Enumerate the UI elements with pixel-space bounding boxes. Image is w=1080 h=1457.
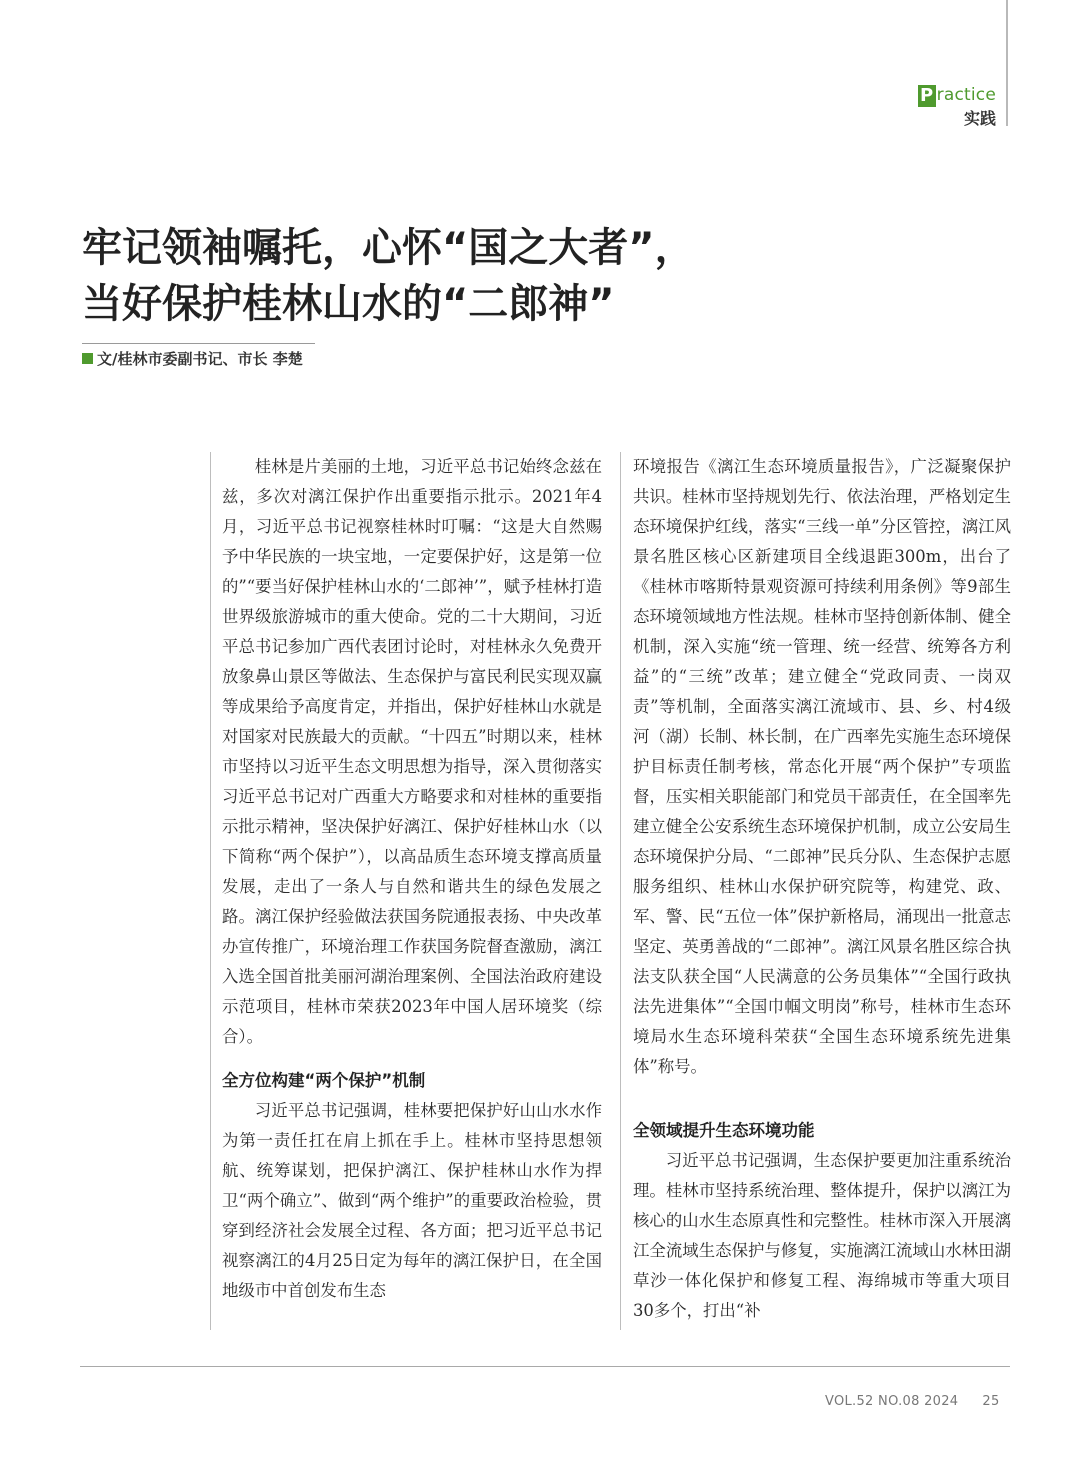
footer-rule (80, 1366, 1010, 1367)
column-divider-middle (620, 452, 621, 1330)
article-title (82, 220, 982, 332)
page-number: 25 (982, 1394, 1000, 1409)
article-column-2 (633, 452, 1011, 1326)
byline-text: 文/桂林市委副书记、市长 李楚 (97, 350, 303, 368)
title-line-2: 当好保护桂林山水的“二郎神” (82, 281, 615, 327)
section-heading-mechanism: 全方位构建“两个保护”机制 (222, 1071, 426, 1090)
article-column-1 (222, 452, 602, 1306)
section-initial-box: P (918, 85, 936, 107)
column-divider-left (210, 452, 211, 1330)
section-divider (1006, 0, 1008, 126)
section-label-en-rest: ractice (936, 85, 996, 105)
byline-rule (82, 343, 315, 344)
issue-info: VOL.52 NO.08 2024 (825, 1394, 959, 1409)
section-heading-function: 全领域提升生态环境功能 (633, 1121, 815, 1140)
column2-paragraph-1: 环境报告《漓江生态环境质量报告》，广泛凝聚保护共识。桂林市坚持规划先行、依法治理，严格划定生态环境保护红线，落实“三线一单”分区管控，漓江风景名胜区核心区新建项目全线退距300m，出台了《桂林市喀斯特景观资源可持续利用条例》等9部生态环境领域地方性法规。桂林市坚持创新体制、健全机制，深入实施“统一管理、统一经营、统筹各方利益”的“三统”改革；建立健全“党政同责、一岗双责”等机制，全面落实漓江流域市、县、乡、村4级河（湖）长制、林长制，在广西率先实施生态环境保护目标责任制考核，常态化开展“两个保护”专项监督，压实相关职能部门和党员干部责任，在全国率先建立健全公安系统生态环境保护机制，成立公安局生态环境保护分局、“二郎神”民兵分队、生态保护志愿服务组织、桂林山水保护研究院等，构建党、政、军、警、民“五位一体”保护新格局，涌现出一批意志坚定、英勇善战的“二郎神”。漓江风景名胜区综合执法支队获全国“人民满意的公务员集体”“全国行政执法先进集体”“全国巾帼文明岗”称号，桂林市生态环境局水生态环境科荣获“全国生态环境系统先进集体”称号。 (633, 457, 1011, 1076)
byline (82, 348, 303, 369)
column1-paragraph-2: 习近平总书记强调，桂林要把保护好山山水水作为第一责任扛在肩上抓在手上。桂林市坚持思想领航、统筹谋划，把保护漓江、保护桂林山水作为捍卫“两个确立”、做到“两个维护”的重要政治检验，贯穿到经济社会发展全过程、各方面；把习近平总书记视察漓江的4月25日定为每年的漓江保护日，在全国地级市中首创发布生态 (222, 1101, 602, 1300)
footer (825, 1394, 1000, 1409)
section-label-zh: 实践 (963, 109, 996, 128)
title-line-1: 牢记领袖嘱托，心怀“国之大者”， (82, 225, 695, 271)
column2-paragraph-2: 习近平总书记强调，生态保护要更加注重系统治理。桂林市坚持系统治理、整体提升，保护以漓江为核心的山水生态原真性和完整性。桂林市深入开展漓江全流域生态保护与修复，实施漓江流域山水林田湖草沙一体化保护和修复工程、海绵城市等重大项目30多个，打出“补 (633, 1151, 1011, 1320)
section-label-en (918, 83, 996, 107)
byline-marker-icon (82, 353, 93, 364)
column1-paragraph-1: 桂林是片美丽的土地，习近平总书记始终念兹在兹，多次对漓江保护作出重要指示批示。2021年4月，习近平总书记视察桂林时叮嘱：“这是大自然赐予中华民族的一块宝地，一定要保护好，这是第一位的”“要当好保护桂林山水的‘二郎神’”，赋予桂林打造世界级旅游城市的重大使命。党的二十大期间，习近平总书记参加广西代表团讨论时，对桂林永久免费开放象鼻山景区等做法、生态保护与富民利民实现双赢等成果给予高度肯定，并指出，保护好桂林山水就是对国家对民族最大的贡献。“十四五”时期以来，桂林市坚持以习近平生态文明思想为指导，深入贯彻落实习近平总书记对广西重大方略要求和对桂林的重要指示批示精神，坚决保护好漓江、保护好桂林山水（以下简称“两个保护”），以高品质生态环境支撑高质量发展，走出了一条人与自然和谐共生的绿色发展之路。漓江保护经验做法获国务院通报表扬、中央改革办宣传推广，环境治理工作获国务院督查激励，漓江入选全国首批美丽河湖治理案例、全国法治政府建设示范项目，桂林市荣获2023年中国人居环境奖（综合）。 (222, 457, 602, 1046)
